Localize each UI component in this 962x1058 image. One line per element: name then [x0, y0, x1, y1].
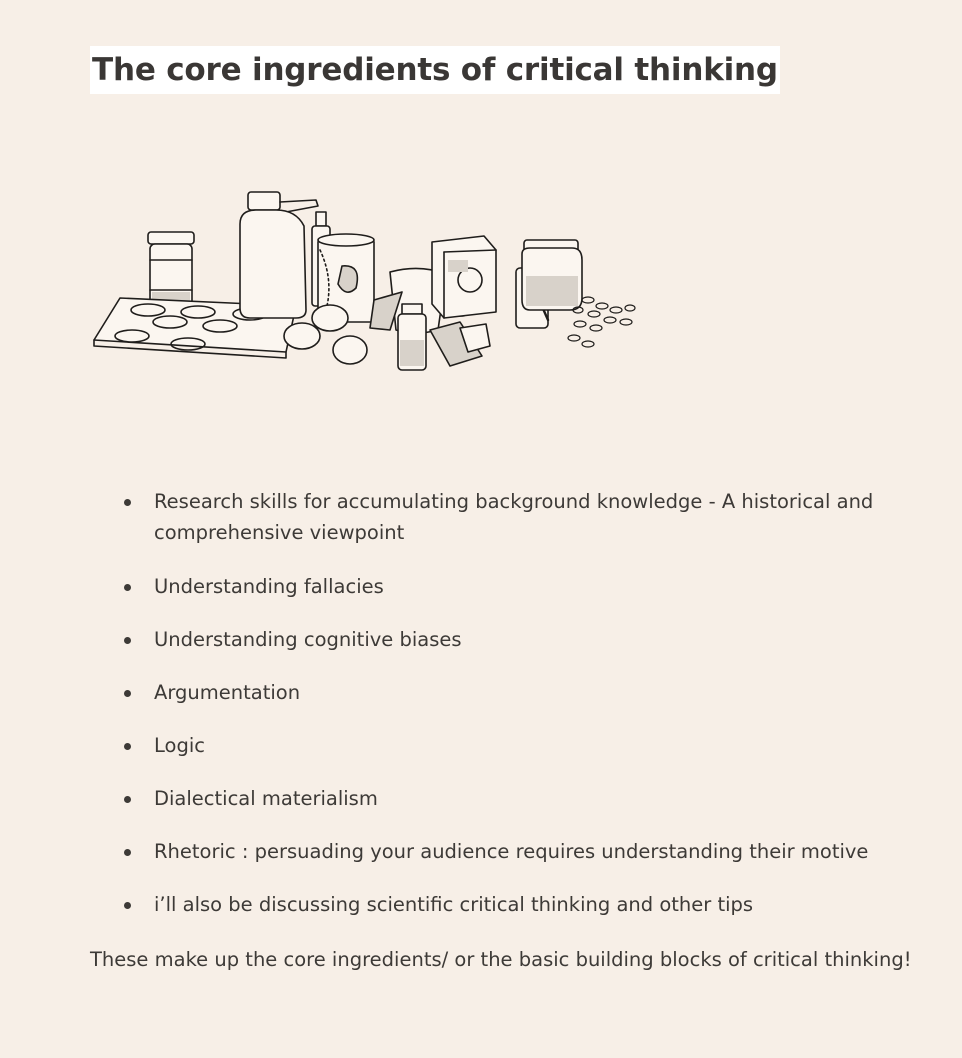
chocolate-pieces-drawing [430, 322, 490, 366]
list-item [122, 486, 882, 548]
milk-bottle-drawing [240, 192, 318, 318]
jar-right-drawing [516, 240, 582, 328]
page-title: The core ingredients of critical thinking [92, 52, 778, 88]
ingredients-list [122, 486, 882, 942]
bullet-icon [124, 743, 131, 750]
list-item [122, 783, 882, 814]
bullet-icon [124, 690, 131, 697]
baking-ingredients-illustration [90, 180, 640, 380]
canister-drawing [312, 212, 374, 322]
list-item-text: Dialectical materialism [154, 787, 378, 810]
list-item [122, 889, 882, 920]
bullet-icon [124, 902, 131, 909]
list-item-text: Understanding fallacies [154, 575, 384, 598]
list-item [122, 624, 882, 655]
list-item [122, 836, 882, 867]
list-item [122, 730, 882, 761]
closing-paragraph: These make up the core ingredients/ or the basic building blocks of critical thinking! [90, 948, 912, 971]
title-highlight [90, 46, 780, 94]
bullet-icon [124, 796, 131, 803]
list-item-text: i’ll also be discussing scientific critical thinking and other tips [154, 893, 754, 916]
vanilla-bottle-drawing [398, 304, 426, 370]
list-item-text: Understanding cognitive biases [154, 628, 462, 651]
bullet-icon [124, 584, 131, 591]
list-item-text: Research skills for accumulating background knowledge - A historical and comprehensive viewpoint [154, 490, 874, 544]
list-item-text: Rhetoric : persuading your audience requires understanding their motive [154, 840, 869, 863]
box-drawing [432, 236, 496, 318]
list-item [122, 571, 882, 602]
bullet-icon [124, 499, 131, 506]
list-item [122, 677, 882, 708]
list-item-text: Logic [154, 734, 205, 757]
list-item-text: Argumentation [154, 681, 301, 704]
bullet-icon [124, 849, 131, 856]
bullet-icon [124, 637, 131, 644]
